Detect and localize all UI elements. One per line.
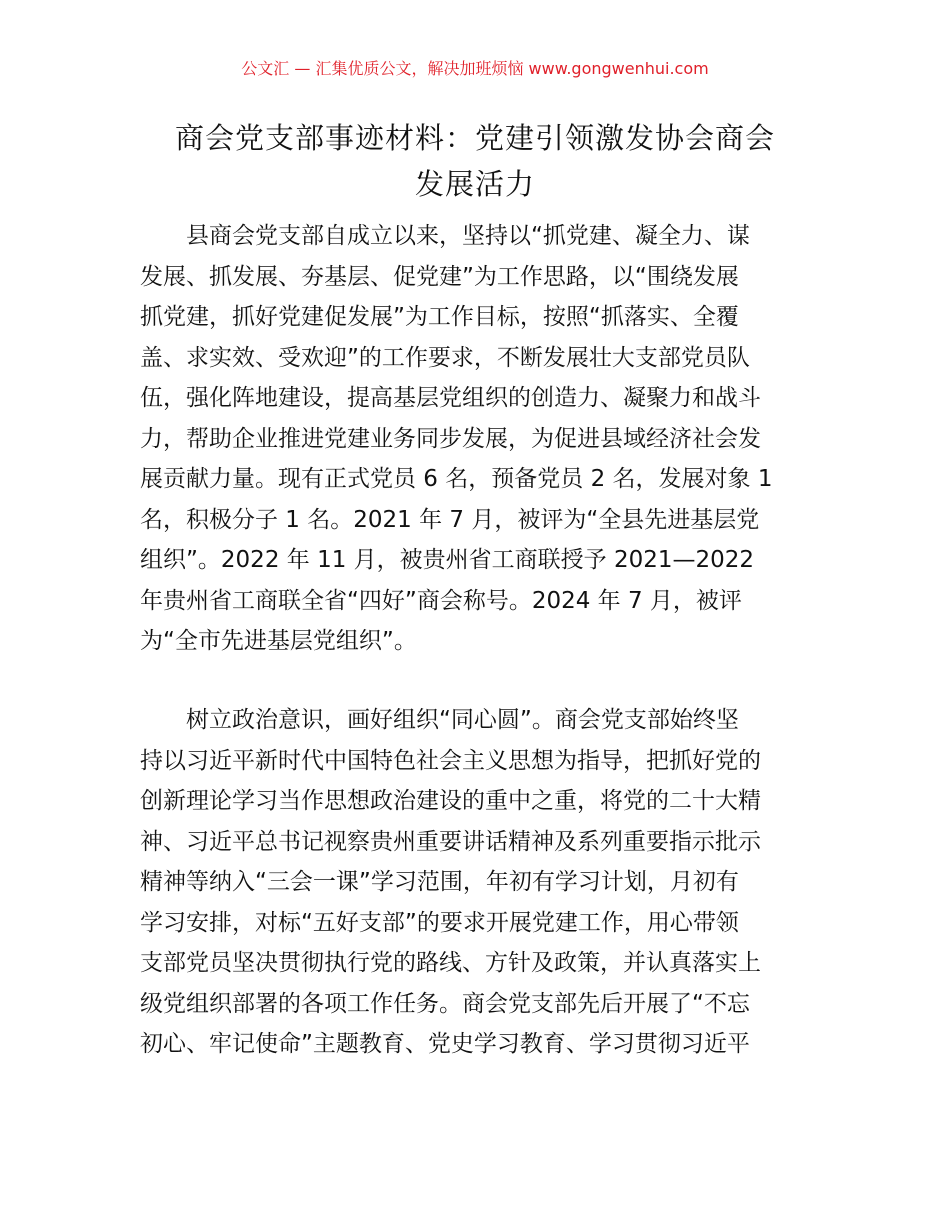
site-header-banner: 公文汇 — 汇集优质公文，解决加班烦恼 www.gongwenhui.com xyxy=(241,59,709,78)
paragraph-line: 发展、抓发展、夯基层、促党建”为工作思路，以“围绕发展 xyxy=(140,263,739,290)
document-title xyxy=(140,115,810,207)
paragraph-line: 树立政治意识，画好组织“同心圆”。商会党支部始终坚 xyxy=(186,707,739,733)
paragraph-line: 为“全市先进基层党组织”。 xyxy=(140,628,417,654)
title-line: 发展活力 xyxy=(414,167,535,201)
paragraph-line: 组织”。2022 年 11 月，被贵州省工商联授予 2021—2022 xyxy=(140,547,755,573)
paragraph-line: 持以习近平新时代中国特色社会主义思想为指导，把抓好党的 xyxy=(140,747,761,774)
paragraph-line: 盖、求实效、受欢迎”的工作要求，不断发展壮大支部党员队 xyxy=(140,344,750,371)
paragraph-line: 年贵州省工商联全省“四好”商会称号。2024 年 7 月，被评 xyxy=(140,587,742,614)
paragraph-line: 创新理论学习当作思想政治建设的重中之重，将党的二十大精 xyxy=(140,788,761,814)
paragraph-line: 县商会党支部自成立以来，坚持以“抓党建、凝全力、谋 xyxy=(186,223,750,249)
paragraph-line: 神、习近平总书记视察贵州重要讲话精神及系列重要指示批示 xyxy=(140,828,761,855)
paragraph-line: 精神等纳入“三会一课”学习范围，年初有学习计划，月初有 xyxy=(140,869,739,895)
paragraph-line: 展贡献力量。现有正式党员 6 名，预备党员 2 名，发展对象 1 xyxy=(140,466,773,492)
body-paragraph-2 xyxy=(140,700,812,1065)
paragraph-line: 名，积极分子 1 名。2021 年 7 月，被评为“全县先进基层党 xyxy=(140,506,760,533)
title-line: 商会党支部事迹材料：党建引领激发协会商会 xyxy=(174,121,775,155)
paragraph-line: 力，帮助企业推进党建业务同步发展，为促进县域经济社会发 xyxy=(140,425,761,452)
paragraph-line: 初心、牢记使命”主题教育、党史学习教育、学习贯彻习近平 xyxy=(140,1031,750,1057)
paragraph-line: 级党组织部署的各项工作任务。商会党支部先后开展了“不忘 xyxy=(140,990,750,1017)
body-paragraph-1 xyxy=(140,216,812,662)
paragraph-line: 伍，强化阵地建设，提高基层党组织的创造力、凝聚力和战斗 xyxy=(140,385,761,411)
paragraph-line: 支部党员坚决贯彻执行党的路线、方针及政策，并认真落实上 xyxy=(140,950,761,976)
paragraph-line: 抓党建，抓好党建促发展”为工作目标，按照“抓落实、全覆 xyxy=(140,304,739,330)
paragraph-line: 学习安排，对标“五好支部”的要求开展党建工作，用心带领 xyxy=(140,909,739,936)
